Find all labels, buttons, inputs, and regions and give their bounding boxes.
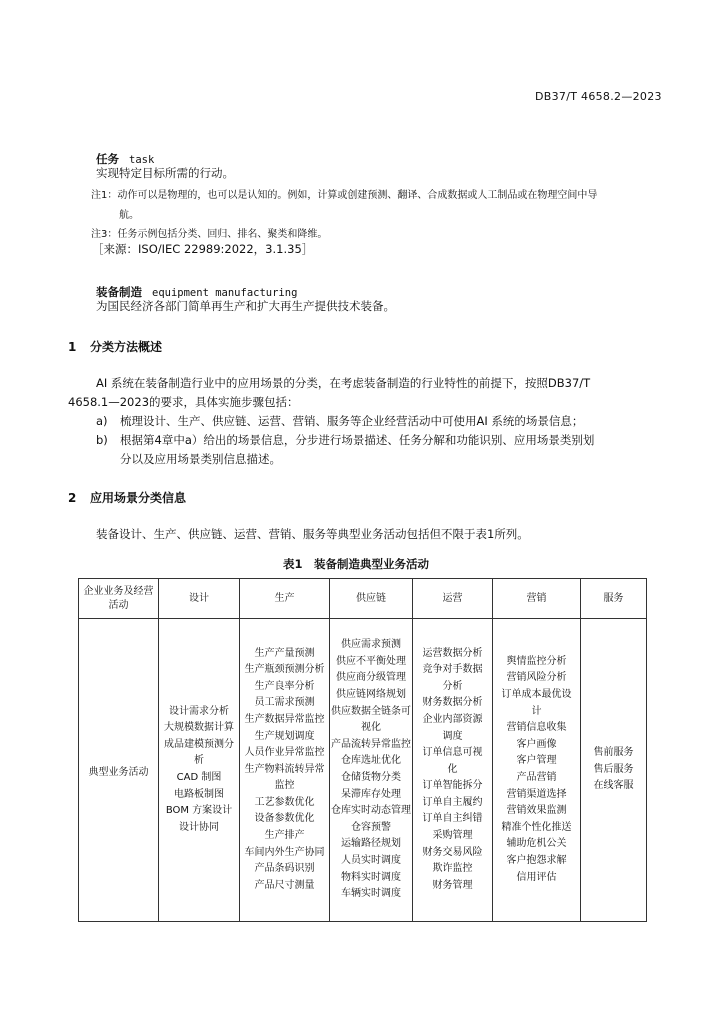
service-item: 售后服务 (593, 763, 634, 775)
supply-chain-item: 产品流转异常监控 (331, 738, 411, 750)
term-equipment-title-cn: 装备制造 (96, 285, 142, 299)
operations-item: 竞争对手数据 (422, 664, 483, 676)
term-task-note1-cont: 航。 (119, 210, 139, 221)
design-item: 设计协同 (179, 821, 219, 833)
section2-heading (68, 489, 186, 506)
operations-item: 运营数据分析 (422, 647, 483, 659)
marketing-item: 营销效果监测 (506, 805, 567, 817)
operations-item: 订单智能拆分 (422, 780, 483, 792)
marketing-cell (493, 619, 581, 922)
note1-label: 注1： (91, 190, 118, 201)
header-supply-chain: 供应链 (330, 579, 413, 619)
operations-item: 财务管理 (432, 879, 473, 891)
term-task-title-en: task (129, 154, 155, 166)
row-label: 典型业务活动 (79, 619, 159, 922)
operations-item: 分析 (442, 680, 463, 692)
design-item: BOM 方案设计 (165, 805, 233, 817)
section1-para-line2: 4658.1—2023的要求，具体实施步骤包括： (68, 395, 299, 409)
supply-chain-item: 视化 (361, 722, 381, 734)
operations-item: 订单自主履约 (422, 796, 483, 808)
business-activity-table (78, 578, 647, 922)
supply-chain-item: 仓储货物分类 (341, 772, 401, 783)
item-a-text: 梳理设计、生产、供应链、运营、营销、服务等企业经营活动中可使用AI 系统的场景信息； (120, 414, 584, 428)
term-equipment-title-en: equipment manufacturing (152, 287, 298, 299)
corner-header-line: 企业业务及经营 (83, 585, 154, 597)
production-item: 生产瓶颈预测分析 (244, 664, 325, 676)
section1-para-line1: AI 系统在装备制造行业中的应用场景的分类，在考虑装备制造的行业特性的前提下，按照DB37/T (96, 376, 591, 390)
header-marketing: 营销 (493, 579, 581, 619)
production-item: 设备参数优化 (254, 813, 315, 825)
service-item: 售前服务 (593, 747, 634, 759)
table-header-row (79, 579, 647, 619)
production-item: 生产物料流转异常 (244, 763, 325, 775)
section2-number: 2 (68, 491, 77, 505)
section2-title: 应用场景分类信息 (90, 491, 187, 505)
supply-chain-item: 车辆实时调度 (341, 888, 401, 900)
production-item: 产品条码识别 (254, 863, 315, 875)
design-item: 成品建模预测分 (164, 738, 234, 750)
supply-chain-item: 仓库实时动态管理 (331, 805, 411, 817)
section1-item-b (96, 432, 594, 448)
supply-chain-item: 仓库选址优化 (341, 755, 401, 767)
supply-chain-item: 供应不平衡处理 (336, 655, 406, 667)
corner-header-line: 活动 (108, 599, 129, 611)
production-item: 生产良率分析 (254, 680, 315, 692)
operations-item: 化 (447, 763, 458, 775)
production-item: 产品尺寸测量 (254, 879, 315, 891)
production-item: 监控 (274, 780, 295, 792)
note1-text: 动作可以是物理的，也可以是认知的。例如，计算或创建预测、翻译、合成数据或人工制品或在物理空间中导 (117, 190, 598, 201)
marketing-item: 订单成本最优设 (501, 689, 572, 701)
table-caption: 表1 装备制造典型业务活动 (283, 557, 430, 571)
production-item: 车间内外生产协同 (244, 846, 325, 858)
operations-item: 欺诈监控 (432, 863, 473, 875)
operations-item: 企业内部资源 (422, 713, 483, 725)
design-item: 大规模数据计算 (164, 722, 234, 734)
supply-chain-item: 运输路径规划 (341, 838, 401, 850)
header-design: 设计 (159, 579, 240, 619)
header-production: 生产 (240, 579, 330, 619)
item-b-label: b) (96, 433, 108, 447)
item-a-label: a) (96, 414, 108, 428)
marketing-item: 信用评估 (516, 871, 557, 883)
term-equipment-definition: 为国民经济各部门简单再生产和扩大再生产提供技术装备。 (96, 299, 395, 313)
design-item: 设计需求分析 (169, 705, 229, 717)
operations-item: 财务数据分析 (422, 697, 483, 709)
service-item: 在线客服 (593, 780, 634, 792)
section1-number: 1 (68, 340, 77, 354)
marketing-item: 客户抱怨求解 (506, 854, 567, 866)
operations-item: 调度 (442, 730, 463, 742)
section2-para: 装备设计、生产、供应链、运营、营销、服务等典型业务活动包括但不限于表1所列。 (96, 527, 529, 541)
marketing-item: 营销风险分析 (506, 672, 567, 684)
marketing-item: 客户画像 (516, 738, 557, 750)
supply-chain-item: 物料实时调度 (341, 871, 401, 883)
operations-item: 采购管理 (432, 830, 473, 842)
section1-heading (68, 338, 162, 355)
design-cell (159, 619, 240, 922)
operations-item: 订单自主纠错 (422, 813, 483, 825)
design-item: 析 (194, 755, 204, 767)
production-item: 生产排产 (264, 830, 305, 842)
marketing-item: 营销信息收集 (506, 722, 567, 734)
supply-chain-item: 人员实时调度 (341, 854, 401, 866)
design-item: CAD 制图 (176, 772, 222, 783)
marketing-item: 精准个性化推送 (501, 821, 572, 833)
supply-chain-item: 供应链网络规划 (336, 689, 406, 701)
production-item: 员工需求预测 (254, 697, 315, 709)
production-item: 工艺参数优化 (254, 796, 315, 808)
production-item: 生产规划调度 (254, 730, 315, 742)
term-task-note1 (91, 186, 597, 201)
document-code: DB37/T 4658.2—2023 (535, 90, 662, 103)
header-service: 服务 (581, 579, 647, 619)
section1-title: 分类方法概述 (90, 340, 163, 354)
supply-chain-item: 供应需求预测 (341, 639, 401, 651)
production-item: 人员作业异常监控 (244, 747, 325, 759)
term-task-title-cn: 任务 (96, 152, 119, 166)
operations-cell (413, 619, 493, 922)
term-task-note3: 注3：任务示例包括分类、回归、排名、聚类和降维。 (91, 229, 328, 240)
operations-item: 订单信息可视 (422, 747, 483, 759)
supply-chain-item: 仓容预警 (351, 821, 391, 833)
production-cell (240, 619, 330, 922)
table-data-row (79, 619, 647, 922)
table-corner-header (79, 579, 159, 619)
section1-item-a (96, 413, 583, 429)
marketing-item: 辅助危机公关 (506, 838, 567, 850)
design-item: 电路板制图 (174, 788, 224, 800)
marketing-item: 客户管理 (516, 755, 557, 767)
production-item: 生产产量预测 (254, 647, 315, 659)
supply-chain-item: 呆滞库存处理 (341, 788, 401, 800)
term-task-source: ［来源：ISO/IEC 22989:2022，3.1.35］ (92, 242, 314, 256)
supply-chain-item: 供应商分级管理 (336, 672, 406, 684)
service-cell (581, 619, 647, 922)
supply-chain-cell (330, 619, 413, 922)
item-b-text: 根据第4章中a）给出的场景信息，分步进行场景描述、任务分解和功能识别、应用场景类别划 (120, 433, 595, 447)
operations-item: 财务交易风险 (422, 846, 483, 858)
marketing-item: 计 (531, 705, 542, 717)
marketing-item: 产品营销 (516, 772, 557, 783)
section1-item-b-cont: 分以及应用场景类别信息描述。 (120, 452, 281, 466)
marketing-item: 营销渠道选择 (506, 788, 567, 800)
marketing-item: 舆情监控分析 (506, 655, 567, 667)
production-item: 生产数据异常监控 (244, 713, 325, 725)
header-operations: 运营 (413, 579, 493, 619)
term-task-definition: 实现特定目标所需的行动。 (96, 166, 234, 180)
supply-chain-item: 供应数据全链条可 (331, 705, 411, 717)
